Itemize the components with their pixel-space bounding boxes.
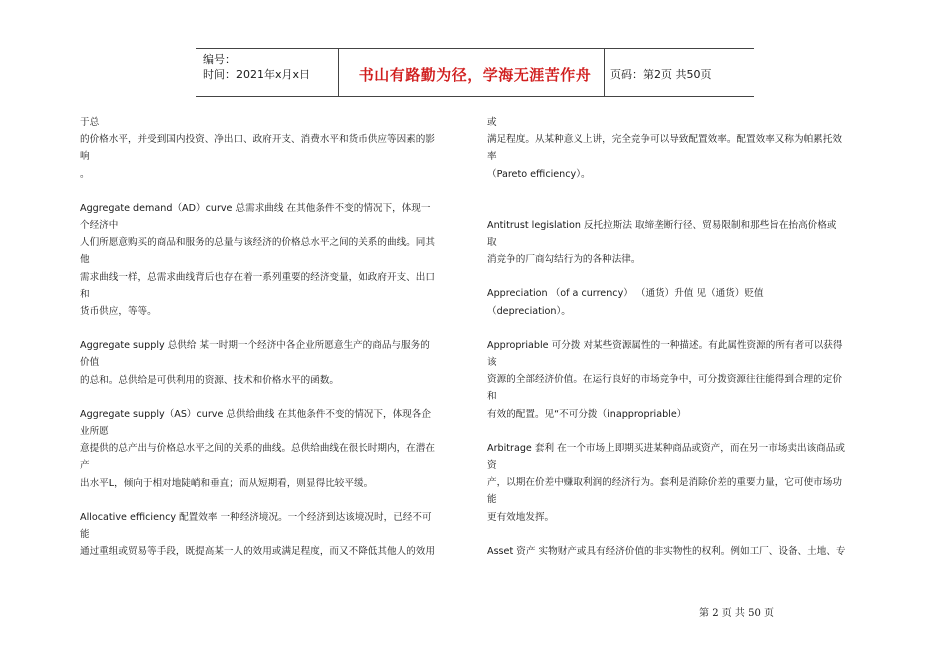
glossary-entry <box>487 543 872 560</box>
entry-line: Antitrust legislation 反托拉斯法 取缔垄断行径、贸易限制和那些旨在抬高价格或 <box>487 219 837 231</box>
header-divider <box>338 49 339 96</box>
right-column <box>487 114 872 560</box>
entry-line: Arbitrage 套利 在一个市场上即期买进某种商品或资产，而在另一市场卖出该商品或 <box>487 442 845 454</box>
entry-line: 消竞争的厂商勾结行为的各种法律。 <box>487 254 641 266</box>
entry-line: 意提供的总产出与价格总水平之间的关系的曲线。总供给曲线在很长时期内，在潜在 <box>80 443 435 455</box>
entry-line: 货币供应，等等。 <box>80 306 157 318</box>
glossary-entry <box>487 114 872 183</box>
entry-line: 价值 <box>80 357 100 369</box>
entry-line: 和 <box>80 288 90 300</box>
glossary-entry <box>80 114 465 183</box>
entry-line: 取 <box>487 237 497 249</box>
glossary-entry <box>487 217 872 269</box>
entry-line: 更有效地发挥。 <box>487 511 555 523</box>
header-divider <box>604 49 605 96</box>
entry-line: Allocative efficiency 配置效率 一种经济境况。一个经济到达该境况时，已经不可 <box>80 511 432 523</box>
entry-line: 满足程度。从某种意义上讲，完全竞争可以导致配置效率。配置效率又称为帕累托效 <box>487 134 842 146</box>
entry-line: 或 <box>487 117 497 128</box>
entry-line: 和 <box>487 391 497 403</box>
entry-line: 业所愿 <box>80 426 109 438</box>
entry-line: Asset 资产 实物财产或具有经济价值的非实物性的权利。例如工厂、设备、土地、专 <box>487 545 846 557</box>
glossary-entry <box>80 406 465 492</box>
entry-line: Aggregate demand（AD）curve 总需求曲线 在其他条件不变的情况下，体现一 <box>80 202 431 214</box>
entry-line: 需求曲线一样，总需求曲线背后也存在着一系列重要的经济变量，如政府开支、出口 <box>80 271 435 283</box>
glossary-entry <box>487 285 872 319</box>
entry-line: 出水平L，倾向于相对地陡峭和垂直；而从短期看，则显得比较平缓。 <box>80 477 374 489</box>
entry-line: 产，以期在价差中赚取利润的经济行为。套利是消除价差的重要力量，它可使市场功 <box>487 477 842 489</box>
entry-line: Aggregate supply 总供给 某一时期一个经济中各企业所愿意生产的商品与服务的 <box>80 340 430 352</box>
entry-line: 响 <box>80 151 90 163</box>
entry-line: 资 <box>487 460 497 472</box>
entry-line: 。 <box>80 168 90 180</box>
document-code-label: 编号： <box>203 53 236 66</box>
entry-line: 有效的配置。见“不可分拨（inappropriable） <box>487 408 687 420</box>
entry-line: Appropriable 可分拨 对某些资源属性的一种描述。有此属性资源的所有者可以获得 <box>487 339 843 351</box>
entry-line: 产 <box>80 460 90 472</box>
glossary-entry <box>487 337 872 423</box>
header-page-number: 页码：第2页 共50页 <box>610 68 712 81</box>
entry-line: 能 <box>487 494 497 506</box>
entry-line: 个经济中 <box>80 220 119 232</box>
glossary-entry <box>80 200 465 320</box>
entry-line: 于总 <box>80 117 100 128</box>
entry-line: 通过重组或贸易等手段，既提高某一人的效用或满足程度，而又不降低其他人的效用 <box>80 546 435 558</box>
entry-line: 能 <box>80 529 90 541</box>
entry-line: 人们所愿意购买的商品和服务的总量与该经济的价格总水平之间的关系的曲线。同其 <box>80 237 435 249</box>
entry-line: 的总和。总供给是可供利用的资源、技术和价格水平的函数。 <box>80 374 340 386</box>
document-date: 时间：2021年x月x日 <box>203 68 311 81</box>
entry-line: 率 <box>487 151 497 163</box>
page-footer: 第 2 页 共 50 页 <box>699 608 774 619</box>
glossary-entry <box>80 337 465 389</box>
left-column <box>80 114 465 560</box>
glossary-entry <box>80 509 465 561</box>
document-header <box>196 48 754 97</box>
entry-line: 该 <box>487 357 497 369</box>
glossary-entry <box>487 440 872 526</box>
entry-line: Aggregate supply（AS）curve 总供给曲线 在其他条件不变的情况下，体现各企 <box>80 408 431 420</box>
entry-line: 他 <box>80 254 90 266</box>
entry-line: 的价格水平，并受到国内投资、净出口、政府开支、消费水平和货币供应等因素的影 <box>80 134 435 146</box>
entry-line: （depreciation）。 <box>487 305 571 317</box>
entry-line: 资源的全部经济价值。在运行良好的市场竞争中，可分拨资源往往能得到合理的定价 <box>487 374 842 386</box>
entry-line: Appreciation （of a currency） （通货）升值 见（通货）贬值 <box>487 288 764 300</box>
entry-line: （Pareto efficiency）。 <box>487 168 591 180</box>
header-motto: 书山有路勤为径，学海无涯苦作舟 <box>358 66 592 84</box>
